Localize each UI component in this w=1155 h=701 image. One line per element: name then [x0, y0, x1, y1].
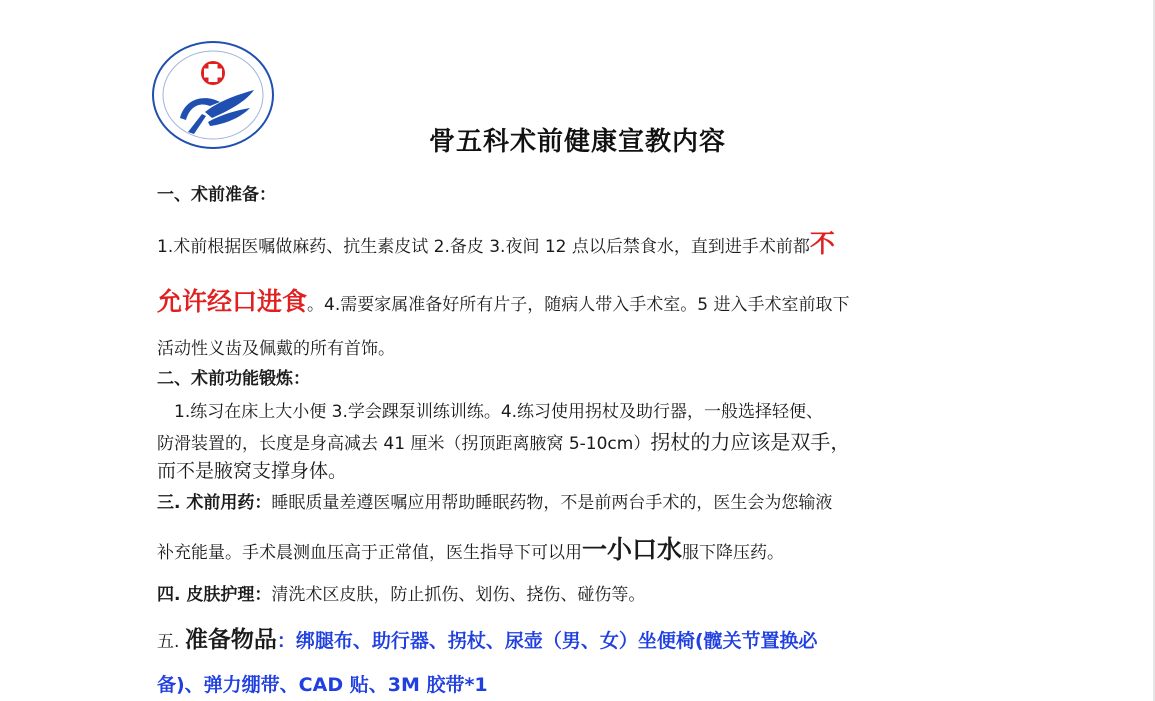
section-1-line-3: 活动性义齿及佩戴的所有首饰。 [157, 339, 395, 359]
section-5-heading: 准备物品 [184, 627, 277, 653]
section-1-line-2 [157, 282, 849, 318]
section-5-items-line-2: 备)、弹力绷带、CAD 贴、3M 胶带*1 [157, 674, 488, 696]
section-2-line-1: 1.练习在床上大小便 3.学会踝泵训练训练。4.练习使用拐杖及助行器，一般选择轻便、 [174, 402, 824, 422]
section-5-items-line-1: ：绑腿布、助行器、拐杖、尿壶（男、女）坐便椅(髋关节置换必 [276, 630, 818, 652]
section-3-heading: 三. 术前用药： [157, 493, 272, 513]
section-1-heading: 一、术前准备： [157, 185, 276, 205]
section-2-heading: 二、术前功能锻炼： [157, 369, 310, 389]
section-2-line-2-text: 防滑装置的，长度是身高减去 41 厘米（拐顶距离腋窝 5-10cm） [157, 434, 651, 454]
document-title: 骨五科术前健康宣教内容 [428, 127, 726, 157]
section-4-text: 清洗术区皮肤，防止抓伤、划伤、挠伤、碰伤等。 [271, 585, 646, 605]
section-2-line-2 [157, 426, 850, 455]
section-3-line-1-text: 睡眠质量差遵医嘱应用帮助睡眠药物，不是前两台手术的，医生会为您输液 [271, 493, 833, 513]
section-2-line-2-emphasis: 拐杖的力应该是双手， [650, 430, 851, 454]
section-3-emphasis: 一小口水 [582, 535, 683, 564]
section-4-heading: 四. 皮肤护理： [157, 585, 272, 605]
section-2-line-3: 而不是腋窝支撑身体。 [157, 460, 348, 482]
section-3-line-2-text-c: 服下降压药。 [682, 543, 785, 563]
section-1-line-1 [157, 224, 835, 260]
section-3-line-2-text-a: 补充能量。手术晨测血压高于正常值，医生指导下可以用 [157, 543, 582, 563]
section-1-emphasis-end: 允许经口进食 [157, 287, 308, 316]
section-5-prefix: 五. [157, 632, 185, 652]
section-3-line-1 [157, 488, 832, 513]
section-4-line [157, 580, 645, 605]
section-3-line-2 [157, 530, 784, 566]
section-1-line-2-text: 。4.需要家属准备好所有片子，随病人带入手术室。5 进入手术室前取下 [307, 295, 850, 315]
section-1-line-1-text: 1.术前根据医嘱做麻药、抗生素皮试 2.备皮 3.夜间 12 点以后禁食水，直到进手术前都 [157, 237, 810, 257]
section-5-line-1 [157, 621, 818, 654]
section-1-emphasis-start: 不 [809, 229, 835, 258]
